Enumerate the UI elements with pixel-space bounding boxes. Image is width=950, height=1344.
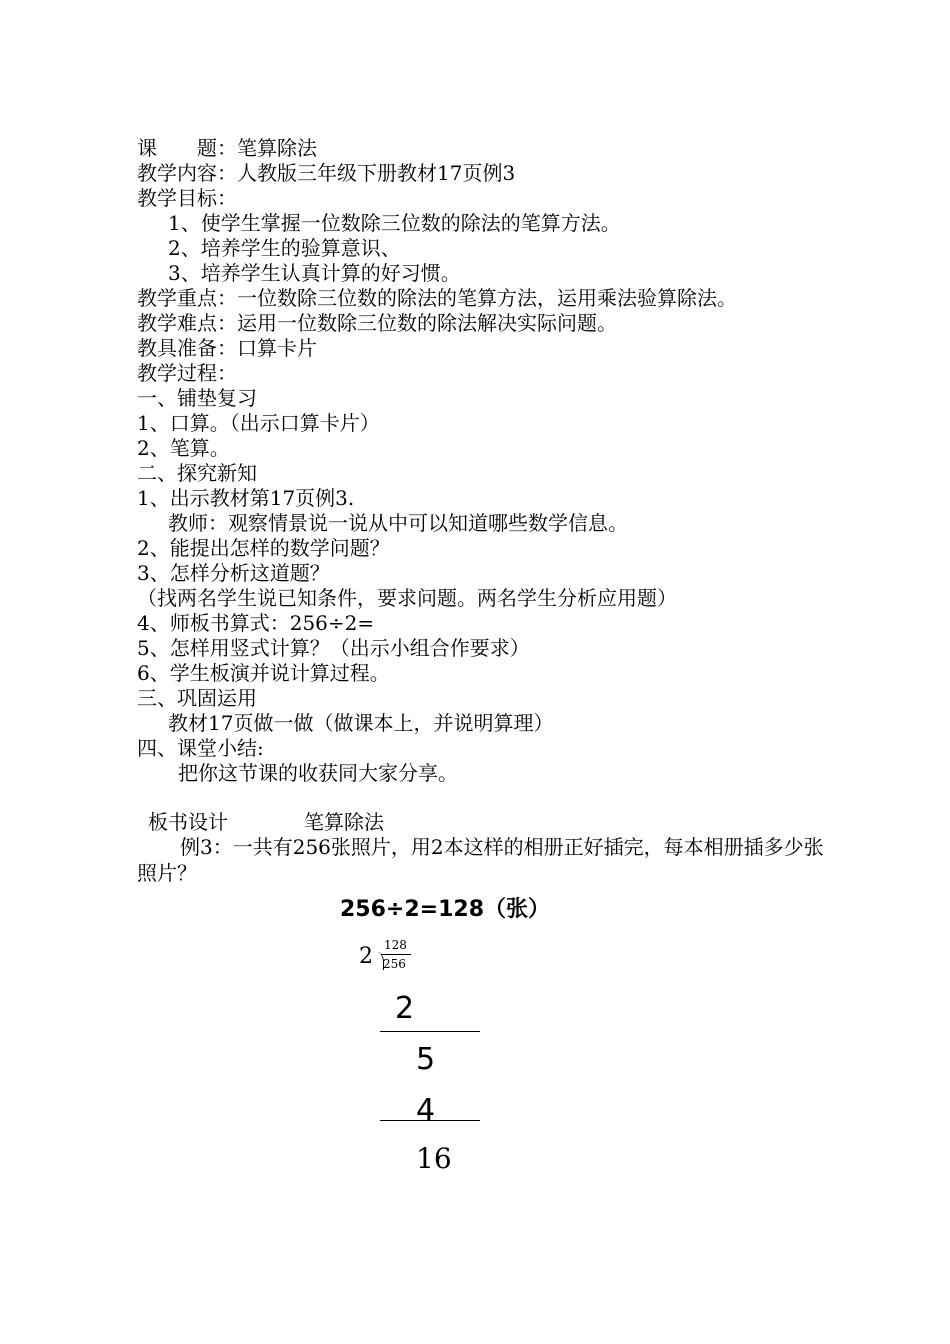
long-division-quotient: 128 bbox=[384, 938, 407, 952]
teaching-content: 教学内容：人教版三年级下册教材17页例3 bbox=[137, 161, 516, 185]
teaching-key-point: 教学重点：一位数除三位数的除法的笔算方法，运用乘法验算除法。 bbox=[137, 286, 737, 310]
process-item: 4、师板书算式：256÷2= bbox=[137, 611, 375, 635]
goal-item: 1、使学生掌握一位数除三位数的除法的笔算方法。 bbox=[168, 211, 621, 235]
process-item: （找两名学生说已知条件，要求问题。两名学生分析应用题） bbox=[137, 586, 677, 610]
process-item: 1、口算。（出示口算卡片） bbox=[137, 411, 380, 435]
division-equation: 256÷2=128（张） bbox=[340, 897, 551, 922]
long-division-bar bbox=[381, 954, 411, 955]
process-item: 2、笔算。 bbox=[137, 436, 230, 460]
process-item: 把你这节课的收获同大家分享。 bbox=[178, 761, 458, 785]
long-division-rule bbox=[380, 1120, 480, 1121]
lesson-title: 课 题：笔算除法 bbox=[137, 136, 317, 160]
board-design-label: 板书设计 bbox=[148, 810, 228, 834]
long-division-rule bbox=[380, 1031, 480, 1032]
section-heading: 四、课堂小结: bbox=[137, 736, 264, 760]
process-item: 6、学生板演并说计算过程。 bbox=[137, 661, 390, 685]
long-division-dividend: 256 bbox=[383, 957, 406, 971]
section-heading: 三、巩固运用 bbox=[137, 686, 257, 710]
goal-item: 2、培养学生的验算意识、 bbox=[168, 236, 401, 260]
goal-item: 3、培养学生认真计算的好习惯。 bbox=[168, 261, 461, 285]
teaching-process-heading: 教学过程： bbox=[137, 361, 237, 385]
process-item: 2、能提出怎样的数学问题？ bbox=[137, 536, 390, 560]
process-item: 教材17页做一做（做课本上，并说明算理） bbox=[168, 711, 554, 735]
long-division-step: 2 bbox=[395, 991, 415, 1026]
section-heading: 一、铺垫复习 bbox=[137, 386, 257, 410]
long-division-step: 5 bbox=[416, 1042, 436, 1077]
process-item: 3、怎样分析这道题？ bbox=[137, 561, 330, 585]
board-design-title: 笔算除法 bbox=[304, 810, 384, 834]
process-item: 1、出示教材第17页例3. bbox=[137, 486, 355, 510]
teaching-difficulty: 教学难点：运用一位数除三位数的除法解决实际问题。 bbox=[137, 311, 617, 335]
long-division-divisor: 2 bbox=[359, 944, 373, 969]
process-item: 教师：观察情景说一说从中可以知道哪些数学信息。 bbox=[168, 511, 628, 535]
teaching-goals-heading: 教学目标： bbox=[137, 186, 237, 210]
long-division-step: 4 bbox=[416, 1093, 436, 1128]
process-item: 5、怎样用竖式计算？（出示小组合作要求） bbox=[137, 636, 530, 660]
example-problem: 例3：一共有256张照片，用2本这样的相册正好插完，每本相册插多少张照片？ bbox=[137, 835, 824, 885]
teaching-aids: 教具准备：口算卡片 bbox=[137, 336, 317, 360]
long-division-step: 16 bbox=[416, 1142, 452, 1175]
section-heading: 二、探究新知 bbox=[137, 461, 257, 485]
